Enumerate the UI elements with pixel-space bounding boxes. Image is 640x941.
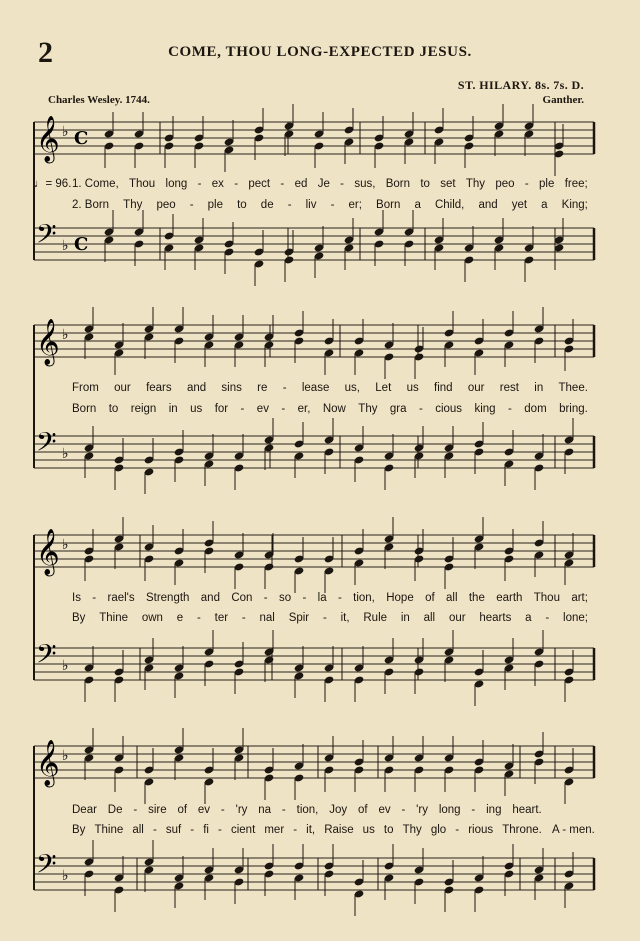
lyric-syllable: gra xyxy=(389,403,407,415)
lyric-syllable: to xyxy=(108,403,119,415)
bass-clef: 𝄢 xyxy=(36,848,57,886)
lyric-syllable: Child, xyxy=(434,199,465,211)
lyric-syllable: sus, xyxy=(354,178,376,190)
lyric-line-s2-v1 xyxy=(72,382,588,394)
lyric-syllable: to xyxy=(420,178,430,190)
lyric-syllable: our xyxy=(448,612,466,624)
lyric-syllable: Born xyxy=(72,403,97,415)
lyric-syllable: and xyxy=(186,382,207,394)
lyric-syllable: peo xyxy=(495,178,515,190)
lyric-syllable: - xyxy=(234,178,239,190)
lyric-syllable: Joy xyxy=(329,804,348,816)
lyric-syllable: - xyxy=(92,592,97,604)
lyric-line-s4-v1 xyxy=(72,804,542,816)
lyric-syllable: long xyxy=(165,178,188,190)
lyric-syllable: glo xyxy=(430,824,447,836)
lyric-syllable: - xyxy=(220,804,225,816)
lyric-syllable: free; xyxy=(564,178,588,190)
lyric-syllable: it, xyxy=(306,824,316,836)
lyric-syllable: - xyxy=(322,612,327,624)
lyric-syllable: the xyxy=(468,592,485,604)
lyric-syllable: us xyxy=(406,382,419,394)
bass-clef: 𝄢 xyxy=(36,218,57,256)
lyric-syllable: lease xyxy=(301,382,330,394)
lyric-syllable: art; xyxy=(571,592,588,604)
lyric-syllable: - xyxy=(190,824,195,836)
lyric-syllable: de xyxy=(260,199,274,211)
lyric-syllable: of xyxy=(358,804,368,816)
lyric-syllable: cient xyxy=(230,824,256,836)
lyric-syllable: Con xyxy=(231,592,253,604)
lyric-syllable: 'ry xyxy=(235,804,248,816)
lyric-syllable: Thou xyxy=(533,592,560,604)
lyric-syllable: rael's xyxy=(107,592,135,604)
lyric-syllable: - xyxy=(281,403,286,415)
lyric-syllable: By xyxy=(72,612,86,624)
lyric-syllable: a xyxy=(541,199,548,211)
flat-sign: ♭ xyxy=(62,748,69,764)
lyric-syllable: ple xyxy=(207,199,224,211)
lyric-syllable: Born xyxy=(376,199,401,211)
lyric-syllable: ev xyxy=(197,804,211,816)
lyric-syllable: fears xyxy=(146,382,172,394)
tempo-marking: ♩= 96. xyxy=(34,178,72,190)
lyric-syllable: fi xyxy=(203,824,209,836)
lyric-syllable: - xyxy=(302,592,307,604)
lyric-syllable: nal xyxy=(259,612,275,624)
lyric-syllable: - xyxy=(418,403,423,415)
lyric-syllable: king xyxy=(474,403,496,415)
lyric-syllable: find xyxy=(434,382,453,394)
lyric-syllable: reign xyxy=(130,403,157,415)
lyric-syllable: Thy xyxy=(465,178,486,190)
lyric-line-s4-v2 xyxy=(72,824,542,836)
lyric-syllable: and xyxy=(200,592,220,604)
lyric-syllable: - xyxy=(293,824,298,836)
page-number: 2 xyxy=(38,36,53,69)
lyric-syllable: a xyxy=(525,612,532,624)
lyric-syllable: la xyxy=(317,592,327,604)
lyric-syllable: er; xyxy=(348,199,362,211)
lyric-syllable: our xyxy=(114,382,131,394)
lyric-syllable: Throne. xyxy=(502,824,542,836)
lyric-syllable: yet xyxy=(511,199,528,211)
flat-sign: ♭ xyxy=(62,868,69,884)
lyric-syllable: - xyxy=(330,199,335,211)
amen-text: A - men. xyxy=(552,824,595,836)
lyric-syllable: all xyxy=(132,824,144,836)
lyric-syllable: De xyxy=(107,804,123,816)
lyric-syllable: heart. xyxy=(512,804,542,816)
lyric-syllable: - xyxy=(340,178,344,190)
lyric-syllable: to xyxy=(383,824,394,836)
flat-sign: ♭ xyxy=(62,238,69,254)
treble-clef: 𝄞 xyxy=(36,116,60,162)
lyric-syllable: - xyxy=(281,804,286,816)
lyric-syllable: Thine xyxy=(94,824,124,836)
lyric-syllable: in xyxy=(534,382,544,394)
bass-clef: 𝄢 xyxy=(36,426,57,464)
time-signature: C xyxy=(74,234,89,255)
lyric-syllable: a xyxy=(414,199,421,211)
lyric-syllable: From xyxy=(72,382,99,394)
lyric-syllable: - xyxy=(471,804,476,816)
lyric-syllable: Thou xyxy=(128,178,156,190)
lyric-syllable: for xyxy=(214,403,229,415)
lyric-syllable: 1. Come, xyxy=(72,178,119,190)
lyric-syllable: dom xyxy=(524,403,547,415)
lyric-syllable: us xyxy=(362,824,375,836)
lyric-syllable: - xyxy=(280,178,285,190)
lyric-syllable: - xyxy=(263,592,268,604)
lyric-line-s2-v2 xyxy=(72,403,588,415)
lyric-syllable: - xyxy=(337,592,342,604)
lyric-syllable: Rule xyxy=(363,612,388,624)
lyric-syllable: in xyxy=(168,403,178,415)
lyric-syllable: na xyxy=(258,804,272,816)
composer-credit: Ganther. xyxy=(542,94,584,106)
lyric-syllable: Je xyxy=(317,178,330,190)
author-credit: Charles Wesley. 1744. xyxy=(48,94,150,106)
lyric-syllable: ter xyxy=(214,612,229,624)
lyric-syllable: sire xyxy=(148,804,167,816)
lyric-syllable: - xyxy=(189,199,194,211)
lyric-syllable: Thy xyxy=(123,199,143,211)
treble-clef: 𝄞 xyxy=(36,740,60,786)
lyric-syllable: 'ry xyxy=(416,804,428,816)
lyric-syllable: mer xyxy=(264,824,285,836)
lyric-syllable: all xyxy=(423,612,436,624)
flat-sign: ♭ xyxy=(62,658,69,674)
flat-sign: ♭ xyxy=(62,327,69,343)
lyric-line-s1-v1 xyxy=(72,178,588,190)
lyric-syllable: Born xyxy=(385,178,411,190)
lyric-syllable: earth xyxy=(496,592,523,604)
lyric-syllable: ple xyxy=(539,178,555,190)
lyric-syllable: ex xyxy=(211,178,224,190)
lyric-syllable: in xyxy=(400,612,410,624)
lyric-syllable: ed xyxy=(294,178,308,190)
lyric-syllable: By xyxy=(72,824,86,836)
lyric-syllable: Strength xyxy=(145,592,190,604)
lyric-syllable: er, xyxy=(297,403,311,415)
lyric-line-s3-v2 xyxy=(72,612,588,624)
lyric-syllable: peo xyxy=(156,199,176,211)
lyric-syllable: tion, xyxy=(296,804,319,816)
lyric-syllable: sins xyxy=(221,382,242,394)
lyric-syllable: - xyxy=(401,804,406,816)
lyric-syllable: Let xyxy=(375,382,392,394)
lyric-syllable: ev xyxy=(378,804,391,816)
lyric-syllable: suf xyxy=(165,824,182,836)
lyric-syllable: rious xyxy=(468,824,494,836)
lyric-syllable: us, xyxy=(344,382,360,394)
lyric-syllable: lone; xyxy=(563,612,588,624)
hymn-title: COME, THOU LONG-EXPECTED JESUS. xyxy=(168,44,472,60)
lyric-syllable: so xyxy=(278,592,292,604)
lyric-syllable: - xyxy=(455,824,460,836)
lyric-syllable: tion, xyxy=(353,592,375,604)
lyric-syllable: bring. xyxy=(559,403,588,415)
lyric-syllable: set xyxy=(440,178,456,190)
lyric-syllable: all xyxy=(446,592,458,604)
lyric-syllable: our xyxy=(467,382,485,394)
lyric-syllable: own xyxy=(141,612,163,624)
lyric-syllable: pect xyxy=(248,178,271,190)
time-signature: C xyxy=(74,128,89,149)
lyric-syllable: Hope xyxy=(386,592,414,604)
lyric-syllable: Thy xyxy=(402,824,422,836)
lyric-syllable: long xyxy=(438,804,461,816)
lyric-syllable: - xyxy=(152,824,157,836)
lyric-syllable: hearts xyxy=(479,612,512,624)
lyric-syllable: ev xyxy=(256,403,269,415)
lyric-syllable: e xyxy=(176,612,184,624)
lyric-line-s3-v1 xyxy=(72,592,588,604)
lyric-syllable: us xyxy=(190,403,203,415)
lyric-syllable: liv xyxy=(305,199,317,211)
lyric-syllable: Thine xyxy=(99,612,129,624)
lyric-line-s1-v2 xyxy=(72,199,588,211)
lyric-syllable: ing xyxy=(486,804,502,816)
flat-sign: ♭ xyxy=(62,446,69,462)
lyric-syllable: King; xyxy=(561,199,588,211)
lyric-syllable: Is xyxy=(72,592,81,604)
lyric-syllable: - xyxy=(196,612,201,624)
lyric-syllable: 2. Born xyxy=(72,199,110,211)
flat-sign: ♭ xyxy=(62,124,69,140)
treble-clef: 𝄞 xyxy=(36,319,60,365)
lyric-syllable: - xyxy=(240,403,245,415)
lyric-syllable: re xyxy=(257,382,268,394)
lyric-syllable: - xyxy=(197,178,202,190)
flat-sign: ♭ xyxy=(62,537,69,553)
lyric-syllable: it, xyxy=(340,612,350,624)
lyric-syllable: - xyxy=(218,824,222,836)
lyric-syllable: and xyxy=(478,199,498,211)
lyric-syllable: of xyxy=(177,804,188,816)
lyric-syllable: cious xyxy=(435,403,463,415)
lyric-syllable: of xyxy=(425,592,435,604)
lyric-syllable: - xyxy=(524,178,529,190)
lyric-syllable: Thy xyxy=(358,403,378,415)
lyric-syllable: to xyxy=(237,199,247,211)
tune-name: ST. HILARY. 8s. 7s. D. xyxy=(457,78,584,92)
lyric-syllable: Spir xyxy=(288,612,310,624)
lyric-syllable: - xyxy=(545,612,550,624)
lyric-syllable: Now xyxy=(322,403,346,415)
lyric-syllable: Dear xyxy=(72,804,97,816)
lyric-syllable: Thee. xyxy=(558,382,588,394)
treble-clef: 𝄞 xyxy=(36,529,60,575)
lyric-syllable: rest xyxy=(499,382,519,394)
lyric-syllable: - xyxy=(133,804,138,816)
lyric-syllable: - xyxy=(508,403,512,415)
bass-clef: 𝄢 xyxy=(36,638,57,676)
lyric-syllable: Raise xyxy=(324,824,354,836)
lyric-syllable: - xyxy=(287,199,292,211)
lyric-syllable: - xyxy=(282,382,287,394)
lyric-syllable: - xyxy=(241,612,246,624)
